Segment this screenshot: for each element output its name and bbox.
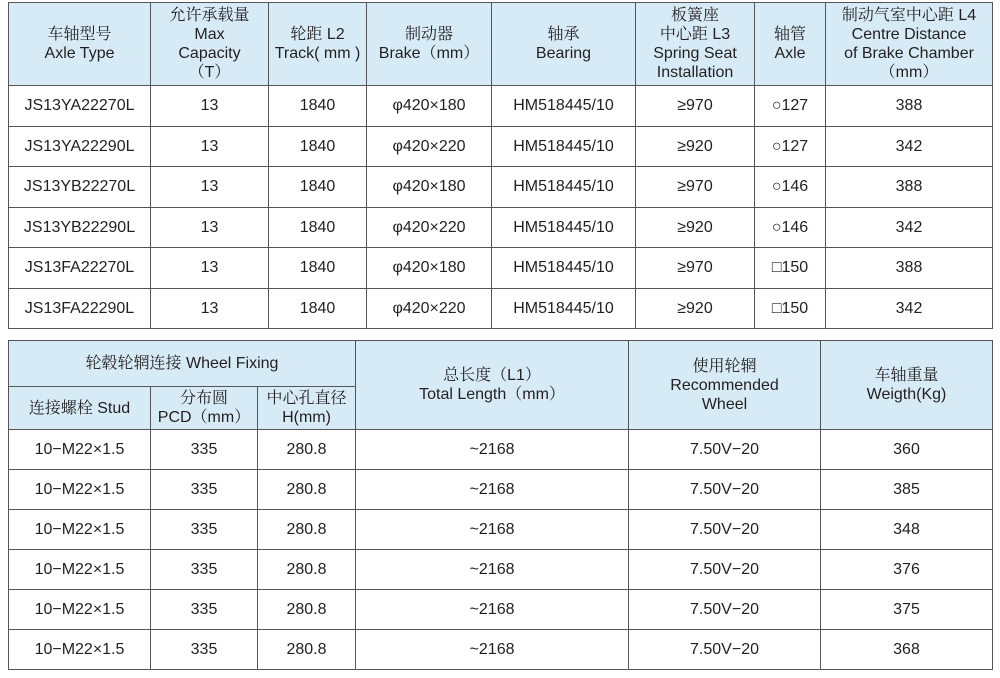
table-row	[9, 550, 993, 590]
cell-stud: 10−M22×1.5	[9, 510, 151, 550]
cell-spring-seat: ≥920	[636, 126, 755, 167]
table-row	[9, 126, 993, 167]
cell-axle: ○146	[755, 207, 826, 248]
table-row	[9, 510, 993, 550]
cell-stud: 10−M22×1.5	[9, 430, 151, 470]
cell-brake-chamber: 342	[826, 207, 993, 248]
cell-brake: φ420×180	[367, 86, 492, 127]
header-axle-weight	[821, 341, 993, 430]
cell-total-length: ~2168	[356, 590, 629, 630]
wheel-fixing-table	[8, 340, 993, 670]
cell-center-hole: 280.8	[258, 550, 356, 590]
table-row	[9, 430, 993, 470]
cell-brake: φ420×220	[367, 288, 492, 329]
header-line: Wheel	[701, 395, 748, 413]
cell-total-length: ~2168	[356, 630, 629, 670]
header-line: 轴管	[773, 26, 806, 43]
header-line: Track( mm )	[274, 45, 361, 62]
cell-bearing: HM518445/10	[492, 167, 636, 208]
table-row	[9, 167, 993, 208]
header-line: 轴承	[547, 26, 580, 43]
cell-bearing: HM518445/10	[492, 86, 636, 127]
header-max-capacity	[151, 3, 269, 86]
header-line: Axle Type	[44, 45, 115, 62]
cell-axle-type: JS13YB22270L	[9, 167, 151, 208]
table-row	[9, 248, 993, 289]
header-brake	[367, 3, 492, 86]
header-brake-chamber	[826, 3, 993, 86]
header-line: Capacity	[178, 45, 241, 62]
header-line: Weigth(Kg)	[866, 386, 947, 403]
header-track	[269, 3, 367, 86]
cell-track: 1840	[269, 248, 367, 289]
header-line: 中心距 L3	[659, 26, 731, 43]
cell-wheel: 7.50V−20	[629, 630, 821, 670]
cell-total-length: ~2168	[356, 470, 629, 510]
cell-axle: □150	[755, 288, 826, 329]
header-line: 轮距 L2	[290, 26, 345, 43]
cell-weight: 375	[821, 590, 993, 630]
cell-bearing: HM518445/10	[492, 248, 636, 289]
header-wheel-fixing: 轮毂轮辋连接 Wheel Fixing	[9, 341, 356, 387]
cell-wheel: 7.50V−20	[629, 470, 821, 510]
cell-brake: φ420×180	[367, 248, 492, 289]
cell-total-length: ~2168	[356, 430, 629, 470]
cell-weight: 360	[821, 430, 993, 470]
cell-axle: □150	[755, 248, 826, 289]
header-line: of Brake Chamber	[844, 45, 974, 62]
header-axle	[755, 3, 826, 86]
cell-weight: 385	[821, 470, 993, 510]
cell-axle-type: JS13YA22270L	[9, 86, 151, 127]
header-line: （mm）	[879, 64, 939, 81]
cell-capacity: 13	[151, 248, 269, 289]
table-row	[9, 470, 993, 510]
cell-stud: 10−M22×1.5	[9, 590, 151, 630]
header-line: Installation	[656, 64, 734, 81]
header-line: Brake（mm）	[378, 45, 480, 62]
cell-brake: φ420×220	[367, 207, 492, 248]
cell-center-hole: 280.8	[258, 510, 356, 550]
cell-pcd: 335	[151, 550, 258, 590]
cell-wheel: 7.50V−20	[629, 550, 821, 590]
cell-center-hole: 280.8	[258, 430, 356, 470]
header-line: 中心孔直径	[266, 390, 347, 407]
header-stud	[9, 387, 151, 430]
header-line: Max	[194, 26, 225, 43]
cell-track: 1840	[269, 86, 367, 127]
cell-total-length: ~2168	[356, 550, 629, 590]
table-row	[9, 630, 993, 670]
header-recommended-wheel	[629, 341, 821, 430]
cell-brake-chamber: 388	[826, 248, 993, 289]
cell-center-hole: 280.8	[258, 470, 356, 510]
table-row	[9, 207, 993, 248]
cell-axle: ○127	[755, 86, 826, 127]
cell-pcd: 335	[151, 470, 258, 510]
table-row	[9, 288, 993, 329]
header-bearing	[492, 3, 636, 86]
cell-pcd: 335	[151, 590, 258, 630]
cell-brake-chamber: 388	[826, 86, 993, 127]
cell-spring-seat: ≥970	[636, 167, 755, 208]
cell-track: 1840	[269, 126, 367, 167]
cell-brake-chamber: 342	[826, 126, 993, 167]
cell-axle-type: JS13YB22290L	[9, 207, 151, 248]
header-line: 制动气室中心距 L4	[841, 7, 977, 24]
header-line: Total Length（mm）	[419, 386, 565, 403]
cell-weight: 376	[821, 550, 993, 590]
cell-track: 1840	[269, 207, 367, 248]
cell-brake-chamber: 342	[826, 288, 993, 329]
table-row	[9, 86, 993, 127]
header-line: 板簧座	[670, 7, 719, 24]
cell-pcd: 335	[151, 430, 258, 470]
cell-wheel: 7.50V−20	[629, 510, 821, 550]
cell-axle-type: JS13FA22290L	[9, 288, 151, 329]
cell-weight: 348	[821, 510, 993, 550]
header-line: 分布圆	[179, 390, 228, 407]
header-line: Axle	[774, 45, 806, 62]
cell-capacity: 13	[151, 167, 269, 208]
header-pcd	[151, 387, 258, 430]
header-line: 使用轮辋	[692, 357, 757, 375]
axle-spec-table	[8, 2, 993, 329]
cell-center-hole: 280.8	[258, 590, 356, 630]
header-line: 制动器	[404, 26, 453, 43]
cell-total-length: ~2168	[356, 510, 629, 550]
cell-track: 1840	[269, 288, 367, 329]
header-line: Spring Seat	[653, 45, 737, 62]
cell-axle-type: JS13FA22270L	[9, 248, 151, 289]
cell-stud: 10−M22×1.5	[9, 470, 151, 510]
header-spring-seat	[636, 3, 755, 86]
header-line: 车轴型号	[47, 26, 112, 43]
cell-center-hole: 280.8	[258, 630, 356, 670]
cell-brake-chamber: 388	[826, 167, 993, 208]
cell-bearing: HM518445/10	[492, 288, 636, 329]
cell-axle: ○127	[755, 126, 826, 167]
cell-spring-seat: ≥920	[636, 207, 755, 248]
cell-bearing: HM518445/10	[492, 126, 636, 167]
cell-pcd: 335	[151, 510, 258, 550]
wheel-header-row-1	[9, 341, 993, 387]
cell-wheel: 7.50V−20	[629, 590, 821, 630]
header-line: Recommended	[670, 376, 779, 394]
cell-capacity: 13	[151, 288, 269, 329]
cell-bearing: HM518445/10	[492, 207, 636, 248]
header-line: 连接螺栓 Stud	[28, 399, 131, 417]
header-line: Centre Distance	[851, 26, 967, 43]
cell-stud: 10−M22×1.5	[9, 630, 151, 670]
header-line: H(mm)	[282, 409, 331, 426]
cell-spring-seat: ≥970	[636, 86, 755, 127]
cell-brake: φ420×220	[367, 126, 492, 167]
cell-axle-type: JS13YA22290L	[9, 126, 151, 167]
cell-track: 1840	[269, 167, 367, 208]
table-row	[9, 590, 993, 630]
header-line: （T）	[188, 64, 231, 81]
cell-capacity: 13	[151, 126, 269, 167]
cell-stud: 10−M22×1.5	[9, 550, 151, 590]
header-line: PCD（mm）	[157, 409, 251, 426]
header-line: 总长度（L1）	[443, 367, 541, 384]
header-line: Bearing	[535, 45, 592, 62]
cell-wheel: 7.50V−20	[629, 430, 821, 470]
header-line: 允许承载量	[169, 7, 250, 24]
header-axle-type	[9, 3, 151, 86]
cell-brake: φ420×180	[367, 167, 492, 208]
cell-capacity: 13	[151, 207, 269, 248]
cell-spring-seat: ≥970	[636, 248, 755, 289]
header-line: 车轴重量	[874, 367, 939, 384]
cell-weight: 368	[821, 630, 993, 670]
spec-header-row	[9, 3, 993, 86]
header-total-length	[356, 341, 629, 430]
cell-spring-seat: ≥920	[636, 288, 755, 329]
cell-pcd: 335	[151, 630, 258, 670]
cell-capacity: 13	[151, 86, 269, 127]
cell-axle: ○146	[755, 167, 826, 208]
header-center-hole	[258, 387, 356, 430]
